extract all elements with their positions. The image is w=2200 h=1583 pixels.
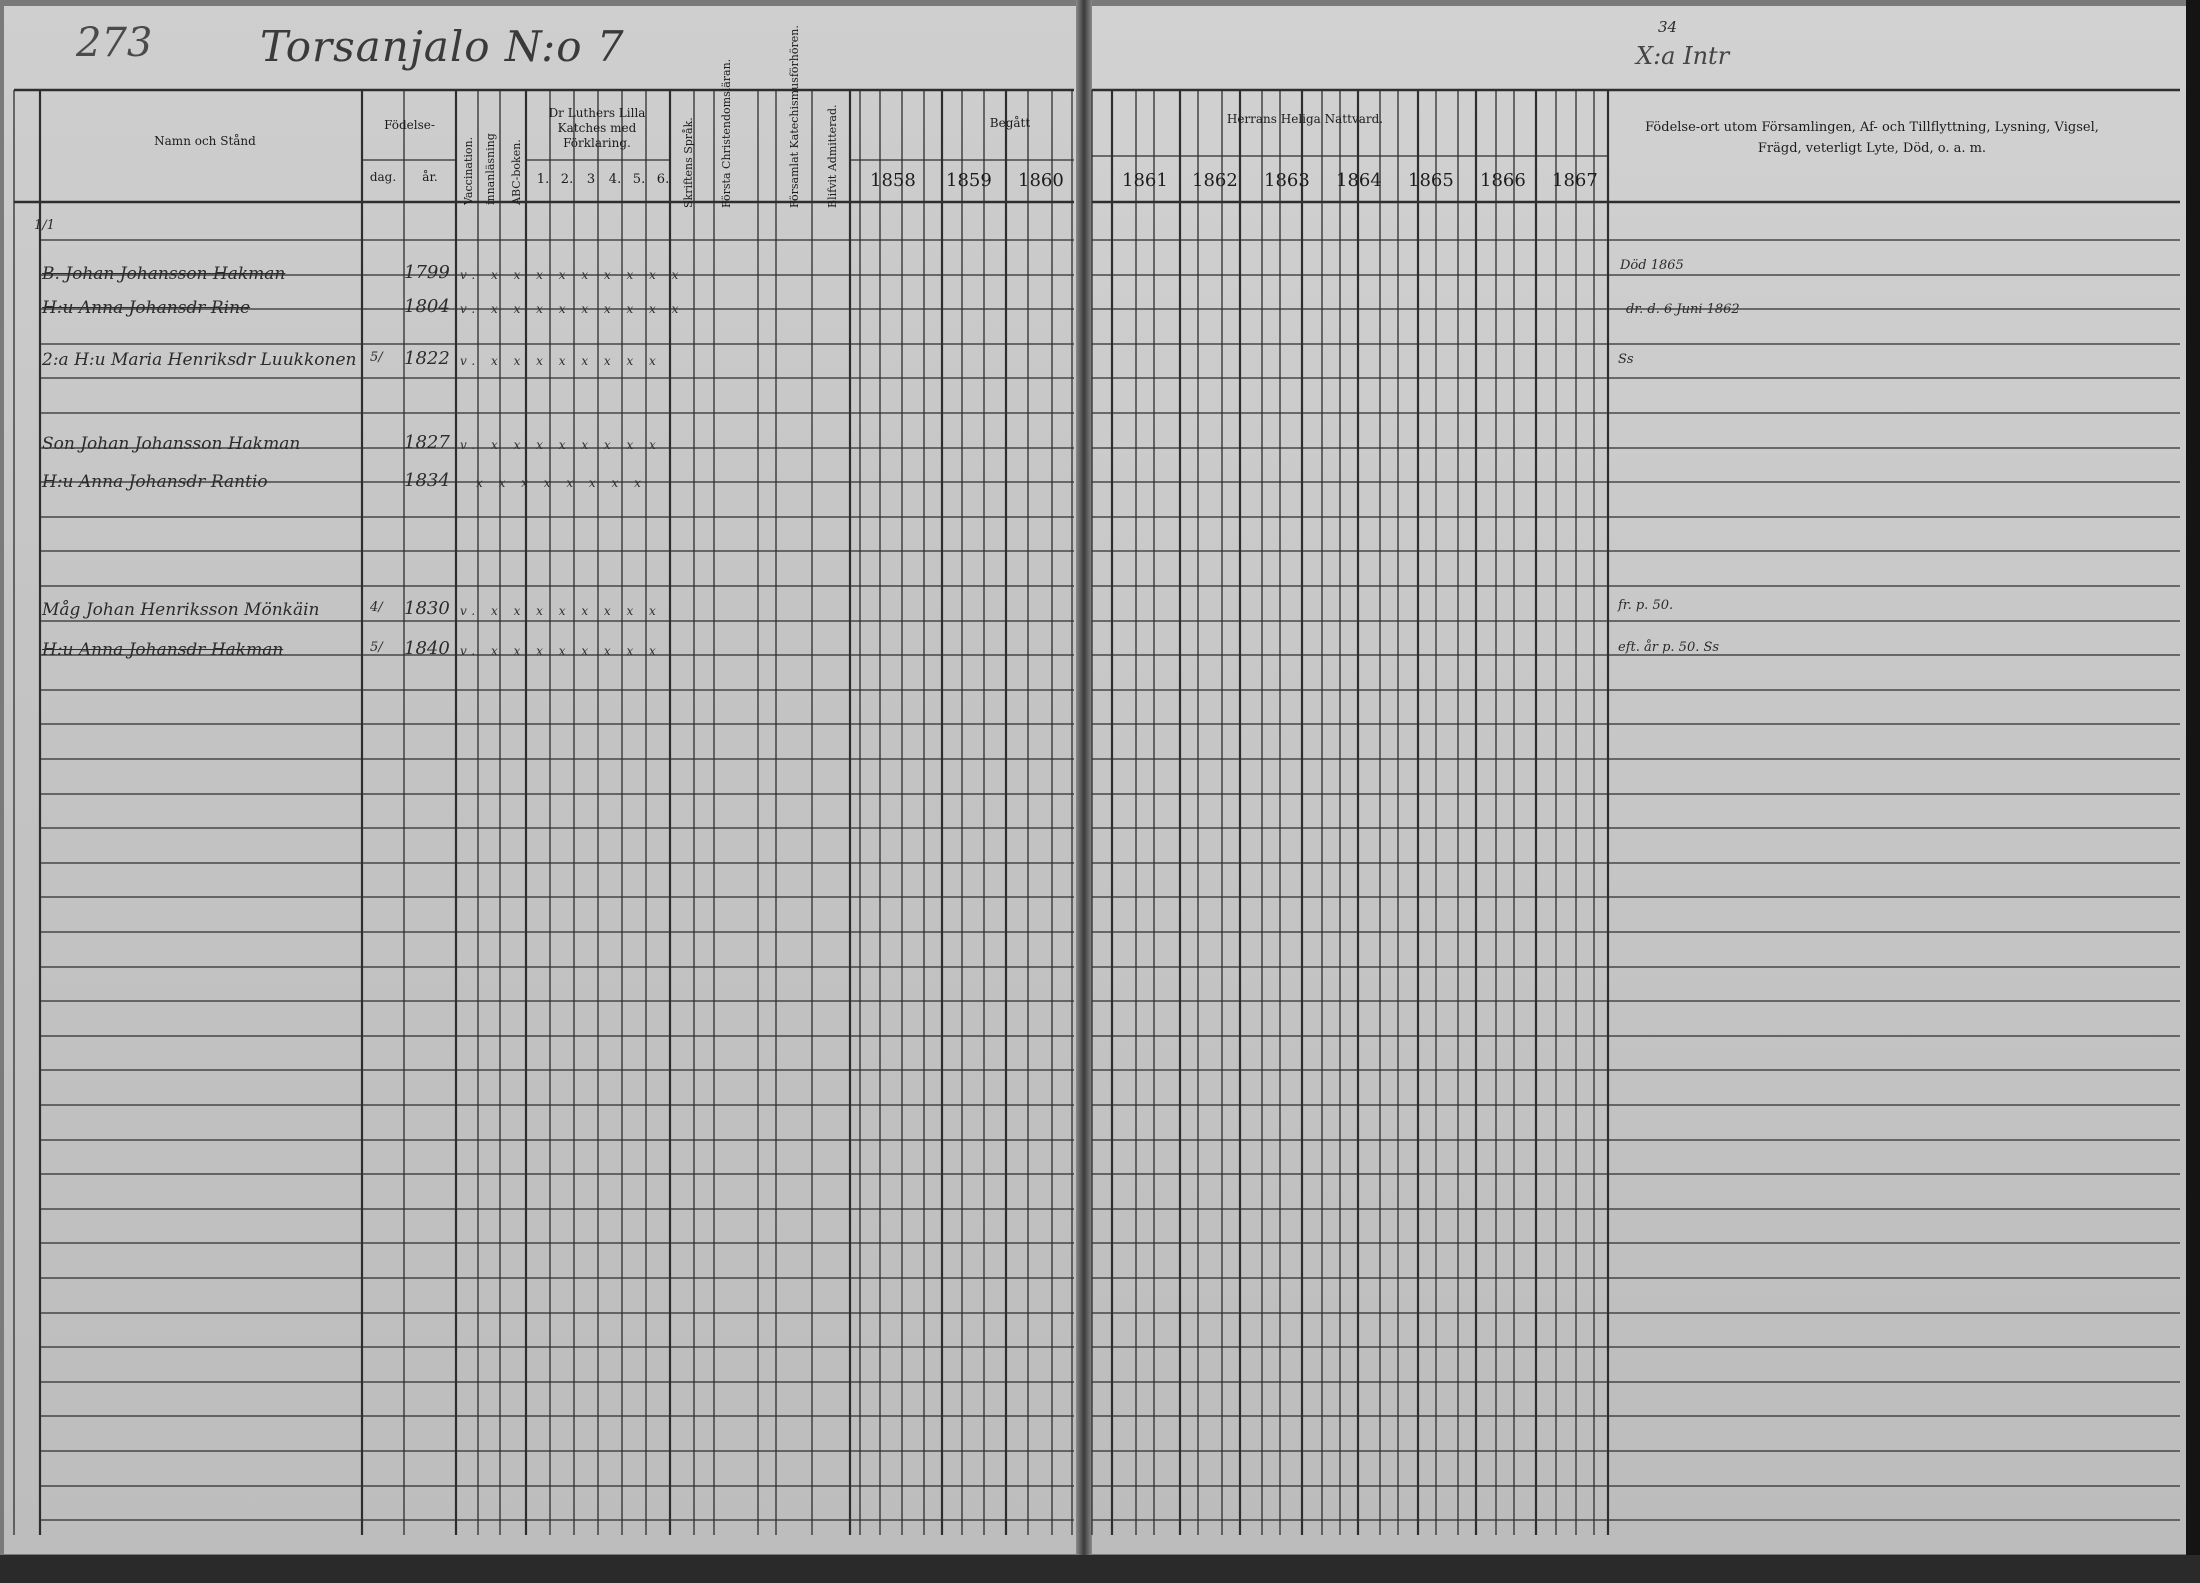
- entry-name-3: 2:a H:u Maria Henriksdr Luukkonen: [42, 350, 357, 370]
- entry-marks-2: v. x x x x x x x x x: [460, 302, 685, 316]
- year-1867: 1867: [1552, 170, 1598, 191]
- entry-year-7: 1840: [404, 638, 450, 659]
- entry-name-4: Son Johan Johansson Hakman: [42, 434, 301, 454]
- note-5: eft. år p. 50. Ss: [1618, 640, 1720, 655]
- entry-marks-5: x x x x x x x x: [476, 476, 647, 490]
- farm-title: Torsanjalo N:o 7: [260, 22, 625, 71]
- entry-year-4: 1827: [404, 432, 450, 453]
- entry-day-7: 5/: [370, 640, 383, 655]
- corner-note: X:a Intr: [1636, 42, 1730, 70]
- entry-name-5: H:u Anna Johansdr Rantio: [42, 472, 268, 492]
- header-cat-col-2: 2.: [560, 172, 574, 187]
- entry-marks-7: v. x x x x x x x x: [460, 644, 662, 658]
- header-birth: Födelse-: [384, 118, 435, 132]
- entry-year-1: 1799: [404, 262, 450, 283]
- note-1: Död 1865: [1620, 258, 1684, 273]
- corner-note-top: 34: [1658, 18, 1678, 36]
- header-innanlasning: innanläsning: [484, 133, 497, 205]
- header-abc: ABC-boken.: [510, 139, 523, 205]
- header-skriftens: Skriftens Språk.: [682, 117, 695, 208]
- entry-marks-6: v. x x x x x x x x: [460, 604, 662, 618]
- entry-marks-3: v. x x x x x x x x: [460, 354, 662, 368]
- note-4: fr. p. 50.: [1618, 598, 1674, 613]
- year-1859: 1859: [946, 170, 992, 191]
- year-1858: 1858: [870, 170, 916, 191]
- entry-year-5: 1834: [404, 470, 450, 491]
- header-cat-col-5: 5.: [632, 172, 646, 187]
- header-birth-day: dag.: [369, 170, 397, 184]
- entry-day-3: 5/: [370, 350, 383, 365]
- entry-marks-4: v. x x x x x x x x: [460, 438, 662, 452]
- year-1863: 1863: [1264, 170, 1310, 191]
- header-notes: Födelse-ort utom Församlingen, Af- och Tillflyttning, Lysning, Vigsel, Frägd, veterligt Lyte, Död, o. a. m.: [1645, 120, 2099, 156]
- header-begatt: Begått: [989, 116, 1031, 130]
- page-number: 273: [76, 20, 153, 66]
- entry-year-6: 1830: [404, 598, 450, 619]
- entry-day-6: 4/: [370, 600, 383, 615]
- year-1866: 1866: [1480, 170, 1526, 191]
- header-cat-col-1: 1.: [536, 172, 550, 187]
- note-3: Ss: [1618, 352, 1634, 367]
- entry-index: 1/1: [34, 218, 55, 233]
- year-1862: 1862: [1192, 170, 1238, 191]
- entry-name-2: H:u Anna Johansdr Rine: [42, 298, 251, 318]
- year-1865: 1865: [1408, 170, 1454, 191]
- header-admitterad: Blifvit Admitterad.: [826, 104, 839, 208]
- entry-year-2: 1804: [404, 296, 450, 317]
- entry-year-3: 1822: [404, 348, 450, 369]
- header-catechism: Dr Luthers Lilla Katches med Förklaring.: [548, 106, 646, 150]
- header-cat-col-3: 3: [586, 172, 596, 187]
- note-2: dr. d. 6 Juni 1862: [1626, 302, 1740, 317]
- header-cat-col-6: 6.: [656, 172, 670, 187]
- header-name: Namn och Stånd: [154, 134, 256, 148]
- header-forsta-christen: Första Christendomsläran.: [720, 58, 733, 208]
- entry-name-6: Måg Johan Henriksson Mönkäin: [42, 600, 320, 620]
- header-vaccination: Vaccination.: [462, 136, 475, 205]
- header-forsamlat: Församlat Katechismusförhören.: [788, 25, 801, 208]
- entry-name-7: H:u Anna Johansdr Hakman: [42, 640, 284, 660]
- header-birth-year: år.: [422, 170, 438, 184]
- header-herrans: Herrans Heliga Nattvard.: [1226, 112, 1384, 126]
- year-1860: 1860: [1018, 170, 1064, 191]
- entry-marks-1: v. x x x x x x x x x: [460, 268, 685, 282]
- entry-name-1: B. Johan Johansson Hakman: [42, 264, 286, 284]
- year-1861: 1861: [1122, 170, 1168, 191]
- header-cat-col-4: 4.: [608, 172, 622, 187]
- year-1864: 1864: [1336, 170, 1382, 191]
